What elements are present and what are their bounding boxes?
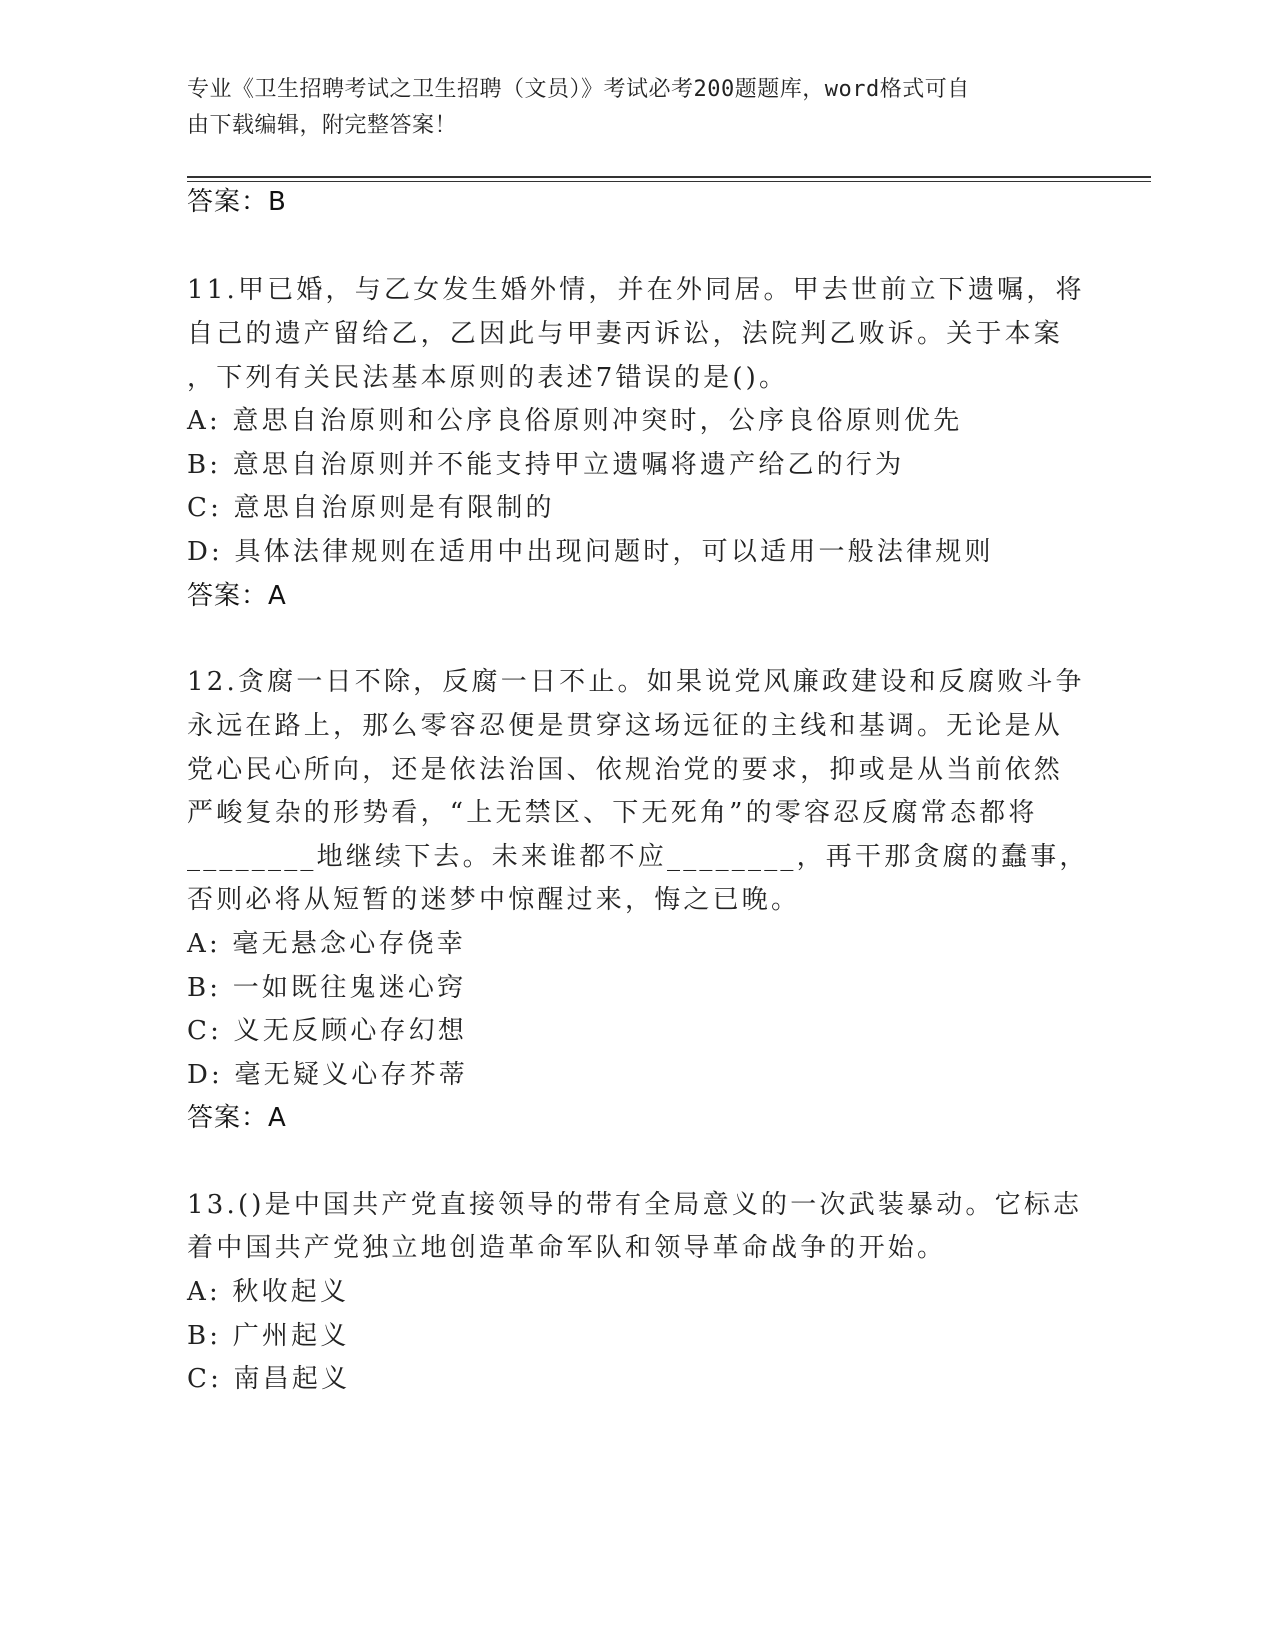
q11-option-a: A: 意思自治原则和公序良俗原则冲突时，公序良俗原则优先 (187, 406, 963, 436)
q12-option-a: A: 毫无悬念心存侥幸 (187, 929, 467, 959)
q13-option-a: A: 秋收起义 (187, 1277, 350, 1307)
q11-option-c: C: 意思自治原则是有限制的 (187, 493, 555, 523)
q12-line-2: 永远在路上，那么零容忍便是贯穿这场远征的主线和基调。无论是从 (187, 711, 1064, 741)
q12-option-c: C: 义无反顾心存幻想 (187, 1016, 468, 1046)
q12-line-4: 严峻复杂的形势看，“上无禁区、下无死角”的零容忍反腐常态都将 (187, 798, 1038, 828)
q11-option-d: D: 具体法律规则在适用中出现问题时，可以适用一般法律规则 (187, 537, 994, 567)
q12-line-6: 否则必将从短暂的迷梦中惊醒过来，悔之已晚。 (187, 885, 801, 915)
document-header (187, 72, 1067, 144)
q12-line-5: ________地继续下去。未来谁都不应________，再干那贪腐的蠢事， (187, 842, 1089, 872)
q11-line-3: ，下列有关民法基本原则的表述7错误的是()。 (187, 363, 789, 393)
q13-option-c: C: 南昌起义 (187, 1364, 351, 1394)
q12-option-d: D: 毫无疑义心存芥蒂 (187, 1060, 469, 1090)
q11-answer: 答案：A (187, 581, 287, 611)
q12-line-1: 12.贪腐一日不除，反腐一日不止。如果说党风廉政建设和反腐败斗争 (187, 667, 1085, 697)
q13-option-b: B: 广州起义 (187, 1321, 350, 1351)
answer-prev: 答案：B (187, 187, 287, 217)
q11-line-2: 自己的遗产留给乙，乙因此与甲妻丙诉讼，法院判乙败诉。关于本案 (187, 319, 1064, 349)
q12-line-3: 党心民心所向，还是依法治国、依规治党的要求，抑或是从当前依然 (187, 755, 1064, 785)
header-line-1: 专业《卫生招聘考试之卫生招聘（文员）》考试必考200题题库，word格式可自 (187, 77, 970, 102)
header-divider-thick (187, 176, 1151, 178)
q13-line-1: 13.()是中国共产党直接领导的带有全局意义的一次武装暴动。它标志 (187, 1190, 1083, 1220)
q11-line-1: 11.甲已婚，与乙女发生婚外情，并在外同居。甲去世前立下遗嘱，将 (187, 275, 1085, 305)
q12-answer: 答案：A (187, 1103, 287, 1133)
q12-option-b: B: 一如既往鬼迷心窍 (187, 973, 467, 1003)
q11-option-b: B: 意思自治原则并不能支持甲立遗嘱将遗产给乙的行为 (187, 450, 905, 480)
header-divider-thin (187, 181, 1151, 182)
header-line-2: 由下载编辑，附完整答案！ (187, 113, 458, 138)
q13-line-2: 着中国共产党独立地创造革命军队和领导革命战争的开始。 (187, 1233, 947, 1263)
